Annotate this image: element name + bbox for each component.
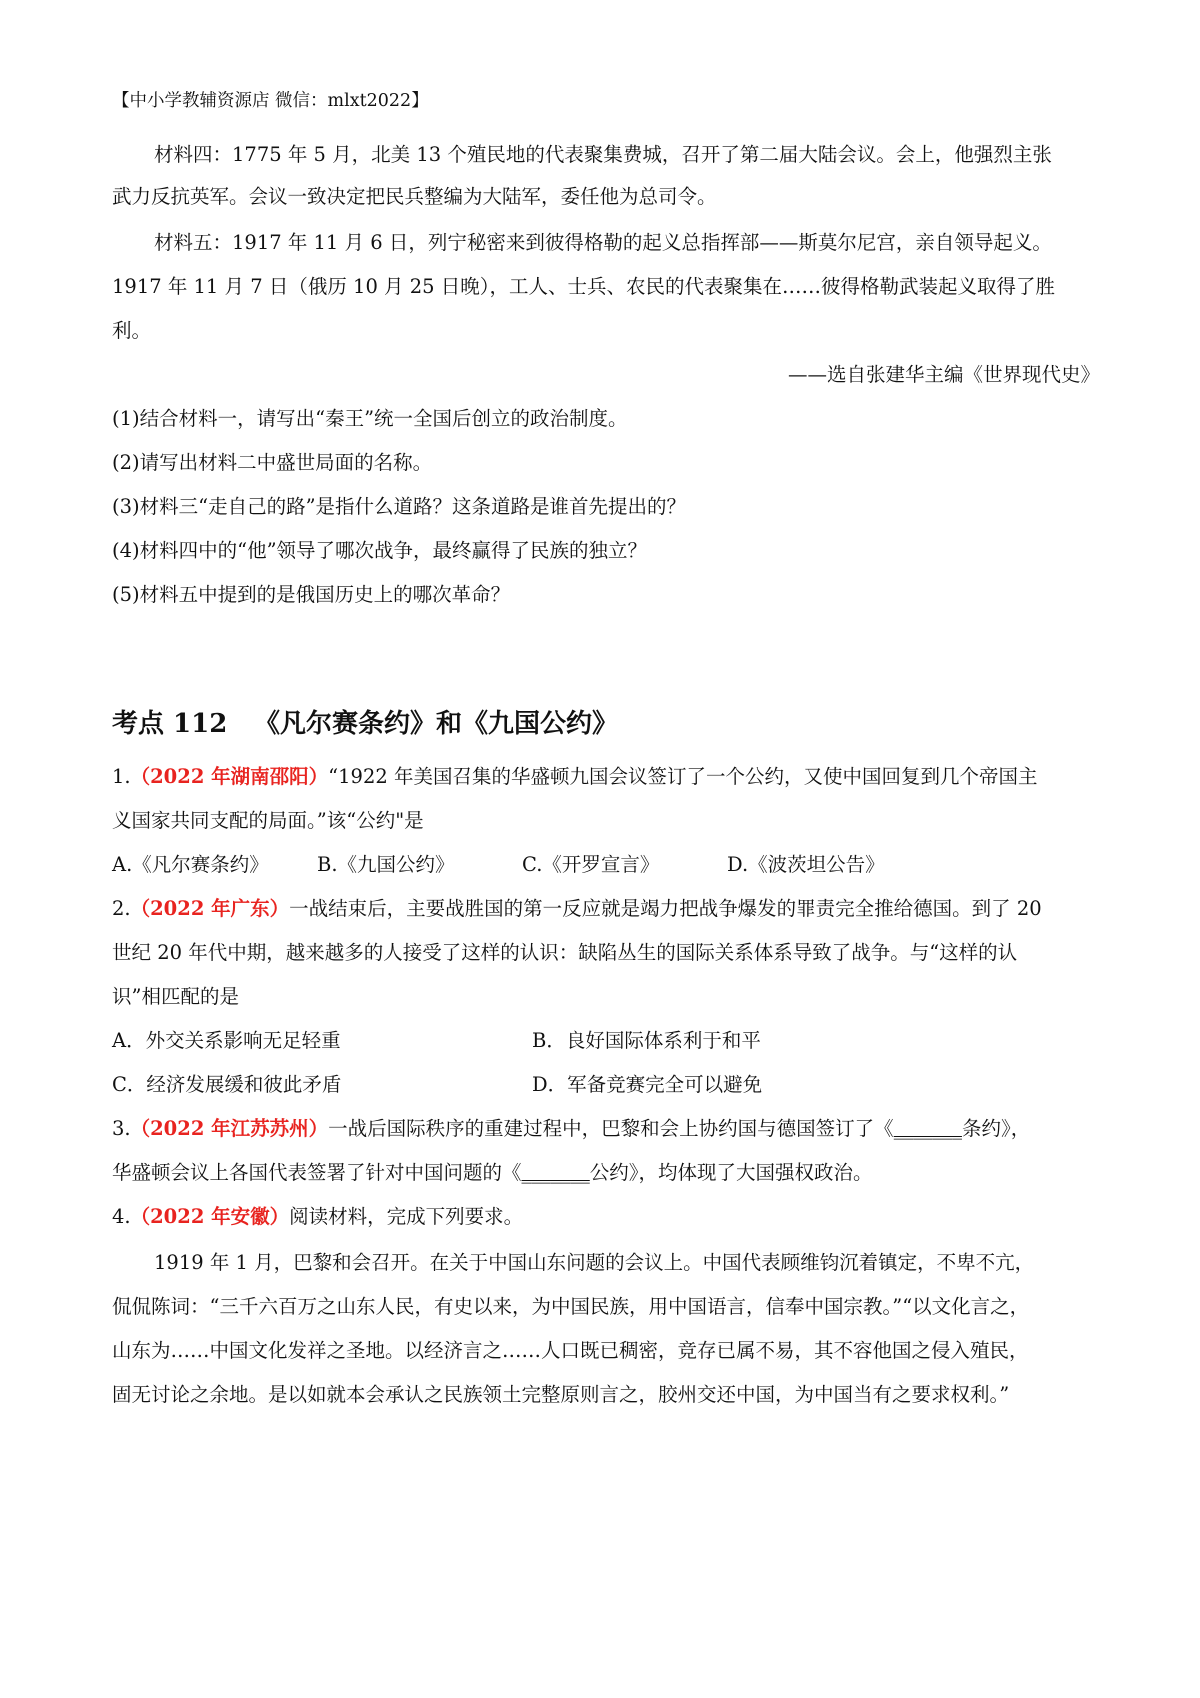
section-code: 考点 112	[112, 709, 228, 739]
problem-2-number: 2.	[112, 897, 131, 920]
material-four-line-2: 武力反抗英军。会议一致决定把民兵整编为大陆军，委任他为总司令。	[112, 185, 717, 208]
material-five-line-2: 1917 年 11 月 7 日（俄历 10 月 25 日晚），工人、士兵、农民的代表聚集在……彼得格勒武装起义取得了胜	[112, 275, 1056, 298]
problem-2-option-a: A．外交关系影响无足轻重	[112, 1029, 341, 1052]
problem-2-options-row-2	[112, 1070, 1102, 1100]
problem-4-material-line-3: 山东为……中国文化发祥之圣地。以经济言之……人口既已稠密，竞存已属不易，其不容他国之侵入殖民，	[112, 1339, 1029, 1362]
problem-3-blank-2[interactable]: _______	[521, 1161, 590, 1184]
problem-3-number: 3.	[112, 1117, 131, 1140]
problem-2-line-1	[112, 894, 1102, 924]
problem-3-source-tag: （2022 年江苏苏州）	[130, 1117, 329, 1140]
problem-4-source-tag: （2022 年安徽）	[130, 1205, 290, 1228]
question-5: (5)材料五中提到的是俄国历史上的哪次革命？	[112, 583, 511, 606]
material-source: ——选自张建华主编《世界现代史》	[787, 363, 1100, 386]
problem-2-line-3: 识”相匹配的是	[112, 985, 239, 1008]
problem-1-line-1	[112, 762, 1102, 792]
problem-2-source-tag: （2022 年广东）	[130, 897, 290, 920]
problem-2-options-row-1	[112, 1026, 1102, 1056]
problem-4-text: 阅读材料，完成下列要求。	[289, 1205, 524, 1228]
page-header: 【中小学教辅资源店 微信：mlxt2022】	[112, 91, 429, 111]
problem-1-options	[112, 850, 1102, 880]
problem-1-number: 1.	[112, 765, 131, 788]
section-heading	[112, 706, 1102, 742]
question-3: (3)材料三“走自己的路”是指什么道路？这条道路是谁首先提出的？	[112, 495, 687, 518]
problem-3-line-1	[112, 1114, 1102, 1144]
problem-3-text-c: 华盛顿会议上各国代表签署了针对中国问题的《	[112, 1161, 522, 1184]
problem-1-option-a: A.《凡尔赛条约》	[112, 853, 269, 876]
problem-2-line-2: 世纪 20 年代中期，越来越多的人接受了这样的认识：缺陷丛生的国际关系体系导致了战争。与“这样的认	[112, 941, 1018, 964]
problem-4-line-1	[112, 1202, 1102, 1232]
material-five-line-1: 材料五：1917 年 11 月 6 日，列宁秘密来到彼得格勒的起义总指挥部——斯莫尔尼宫，亲自领导起义。	[154, 231, 1052, 254]
question-4: (4)材料四中的“他”领导了哪次战争，最终赢得了民族的独立？	[112, 539, 648, 562]
problem-1-option-c: C.《开罗宣言》	[522, 853, 660, 876]
section-title: 《凡尔赛条约》和《九国公约》	[254, 709, 619, 739]
problem-3-blank-1[interactable]: _______	[893, 1117, 962, 1140]
material-five-line-3: 利。	[112, 319, 152, 342]
problem-2-option-d: D．军备竞赛完全可以避免	[532, 1073, 763, 1096]
problem-3-text-a: 一战后国际秩序的重建过程中，巴黎和会上协约国与德国签订了《	[328, 1117, 894, 1140]
problem-3-text-d: 公约》，均体现了大国强权政治。	[589, 1161, 873, 1184]
problem-2-text: 一战结束后，主要战胜国的第一反应就是竭力把战争爆发的罪责完全推给德国。到了 20	[289, 897, 1042, 920]
problem-1-option-b: B.《九国公约》	[317, 853, 455, 876]
problem-4-number: 4.	[112, 1205, 131, 1228]
question-1: (1)结合材料一，请写出“秦王”统一全国后创立的政治制度。	[112, 407, 628, 430]
problem-2-option-b: B．良好国际体系利于和平	[532, 1029, 761, 1052]
problem-2-option-c: C．经济发展缓和彼此矛盾	[112, 1073, 342, 1096]
problem-1-line-2: 义国家共同支配的局面。”该“公约"是	[112, 809, 424, 832]
problem-1-text: “1922 年美国召集的华盛顿九国会议签订了一个公约，又使中国回复到几个帝国主	[328, 765, 1038, 788]
material-four-line-1: 材料四：1775 年 5 月，北美 13 个殖民地的代表聚集费城，召开了第二届大陆会议。会上，他强烈主张	[154, 143, 1052, 166]
problem-4-material-line-1: 1919 年 1 月，巴黎和会召开。在关于中国山东问题的会议上。中国代表顾维钧沉着镇定，不卑不亢，	[154, 1251, 1035, 1274]
problem-4-material-line-4: 固无讨论之余地。是以如就本会承认之民族领土完整原则言之，胶州交还中国，为中国当有之要求权利。”	[112, 1383, 1010, 1406]
problem-3-text-b: 条约》，	[961, 1117, 1031, 1140]
question-2: (2)请写出材料二中盛世局面的名称。	[112, 451, 433, 474]
problem-1-option-d: D.《波茨坦公告》	[727, 853, 885, 876]
problem-3-line-2	[112, 1158, 1102, 1188]
problem-4-material-line-2: 侃侃陈词：“三千六百万之山东人民，有史以来，为中国民族，用中国语言，信奉中国宗教。”“以文化言之，	[112, 1295, 1030, 1318]
problem-1-source-tag: （2022 年湖南邵阳）	[130, 765, 329, 788]
